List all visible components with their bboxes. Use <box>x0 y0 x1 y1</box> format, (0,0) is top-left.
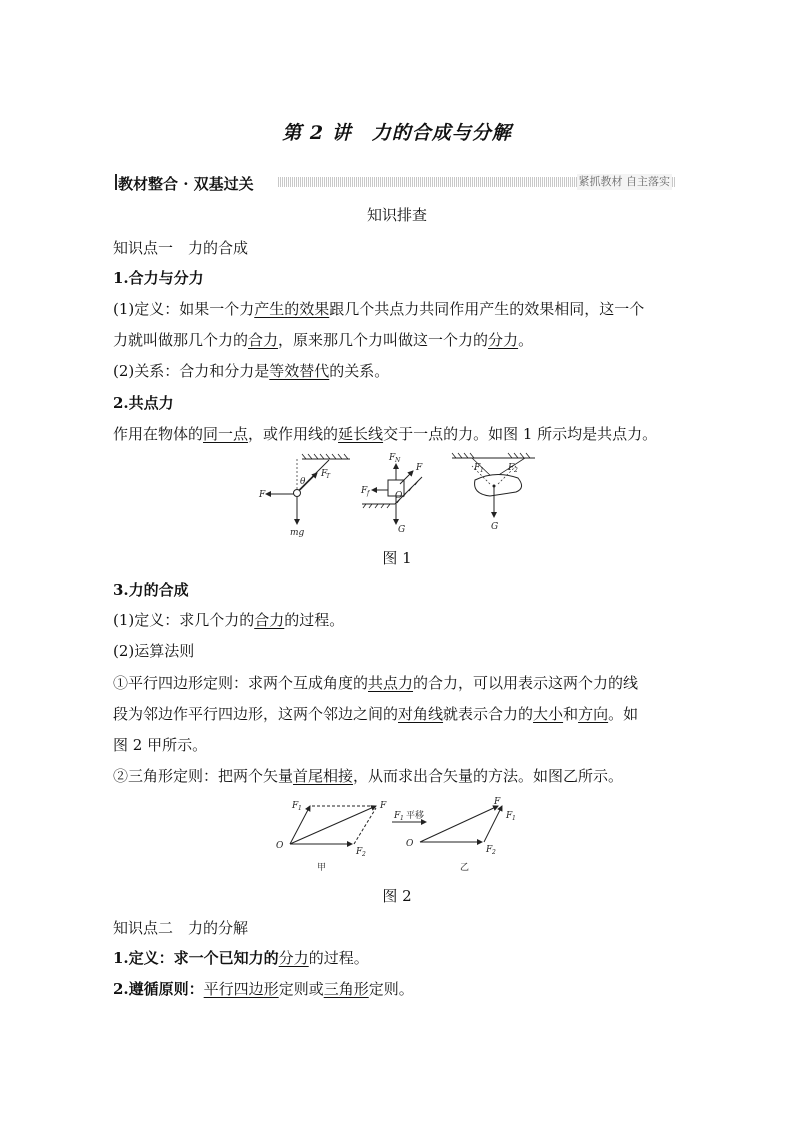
label-F-incline: F <box>416 463 423 473</box>
label-F1-sub: 1 <box>480 467 484 474</box>
label-F2: F <box>508 463 515 473</box>
label-FN: F <box>389 453 396 463</box>
triangle-rule: ②三角形定则：把两个矢量首尾相接，从而求出合矢量的方法。如图乙所示。 <box>113 767 624 785</box>
label-FN-sub: N <box>395 457 401 464</box>
heading-force-combination: 3.力的合成 <box>113 581 189 599</box>
relation-line: (2)关系：合力和分力是等效替代的关系。 <box>113 362 390 380</box>
figure-1-pendulum <box>258 454 350 538</box>
fig2-label-F2-sub: 2 <box>362 851 366 858</box>
fig2-tri-O: O <box>406 839 414 849</box>
fig2-label-O: O <box>276 841 284 851</box>
heading-concurrent-forces: 2.共点力 <box>113 394 174 412</box>
heading-resultant-and-component: 1.合力与分力 <box>113 269 204 287</box>
fig2-label-F: F <box>380 801 387 811</box>
combination-definition: (1)定义：求几个力的合力的过程。 <box>113 611 345 629</box>
section-title: 知识排查 <box>366 206 427 224</box>
label-G-hanging: G <box>491 522 499 532</box>
fig2-label-F2: F <box>356 847 363 857</box>
fig2-move-label: 平移 <box>406 811 425 821</box>
page-title: 第 2 讲 力的合成与分解 <box>282 122 512 144</box>
fig2-tri-F1-sub: 1 <box>512 815 516 822</box>
figure-2-triangle <box>392 797 516 873</box>
fig2-label-yi: 乙 <box>460 863 470 873</box>
figure-1-hanging <box>452 453 535 532</box>
figure-1-caption: 图 1 <box>382 549 412 567</box>
banner-left-bar <box>115 174 117 190</box>
operation-rules: (2)运算法则 <box>113 642 195 660</box>
decomposition-definition: 1.定义：求一个已知力的分力的过程。 <box>113 949 369 967</box>
label-O-block: O <box>395 491 403 501</box>
label-F: F <box>259 490 266 500</box>
figure-2-caption: 图 2 <box>382 887 412 905</box>
section-banner <box>118 174 676 193</box>
figure-2 <box>270 796 530 880</box>
fig2-tri-F2-sub: 2 <box>492 849 496 856</box>
label-theta: θ <box>300 477 306 487</box>
banner-tagline: 紧抓教材 自主落实 <box>578 175 670 188</box>
figure-2-parallelogram <box>276 801 387 873</box>
decomposition-principle: 2.遵循原则：平行四边形定则或三角形定则。 <box>113 980 414 998</box>
label-Ff: F <box>361 486 368 496</box>
knowledge-point-2: 知识点二 力的分解 <box>113 919 249 937</box>
fig2-tri-F2: F <box>486 845 493 855</box>
fig2-label-F1: F <box>292 801 299 811</box>
fig2-label-jia: 甲 <box>317 863 327 873</box>
fig2-tri-F: F <box>494 797 501 807</box>
fig2-tri-F1: F <box>506 811 513 821</box>
label-Ff-sub: f <box>367 490 370 497</box>
label-FT: F <box>321 469 328 479</box>
concurrent-forces-text: 作用在物体的同一点，或作用线的延长线交于一点的力。如图 1 所示均是共点力。 <box>113 425 658 443</box>
definition-line-2: 力就叫做那几个力的合力，原来那几个力叫做这一个力的分力。 <box>113 331 534 349</box>
label-G-block: G <box>398 525 406 535</box>
figure-1-block <box>360 453 423 535</box>
label-mg: mg <box>290 528 305 538</box>
definition-line-1: (1)定义：如果一个力产生的效果跟几个共点力共同作用产生的效果相同，这一个 <box>113 300 645 318</box>
parallelogram-line-2: 段为邻边作平行四边形，这两个邻边之间的对角线就表示合力的大小和方向。如 <box>113 705 639 723</box>
banner-label: 教材整合 · 双基过关 <box>118 173 258 194</box>
fig2-move-F1: F <box>394 811 401 821</box>
parallelogram-line-1: ①平行四边形定则：求两个互成角度的共点力的合力，可以用表示这两个力的线 <box>113 674 639 692</box>
label-F2-sub: 2 <box>514 467 518 474</box>
parallelogram-line-3: 图 2 甲所示。 <box>113 736 208 754</box>
label-F1: F <box>474 463 481 473</box>
figure-1 <box>250 450 550 542</box>
fig2-move-F1-sub: 1 <box>400 815 404 822</box>
knowledge-point-1: 知识点一 力的合成 <box>113 239 249 257</box>
label-FT-sub: T <box>326 473 331 480</box>
fig2-label-F1-sub: 1 <box>298 805 302 812</box>
